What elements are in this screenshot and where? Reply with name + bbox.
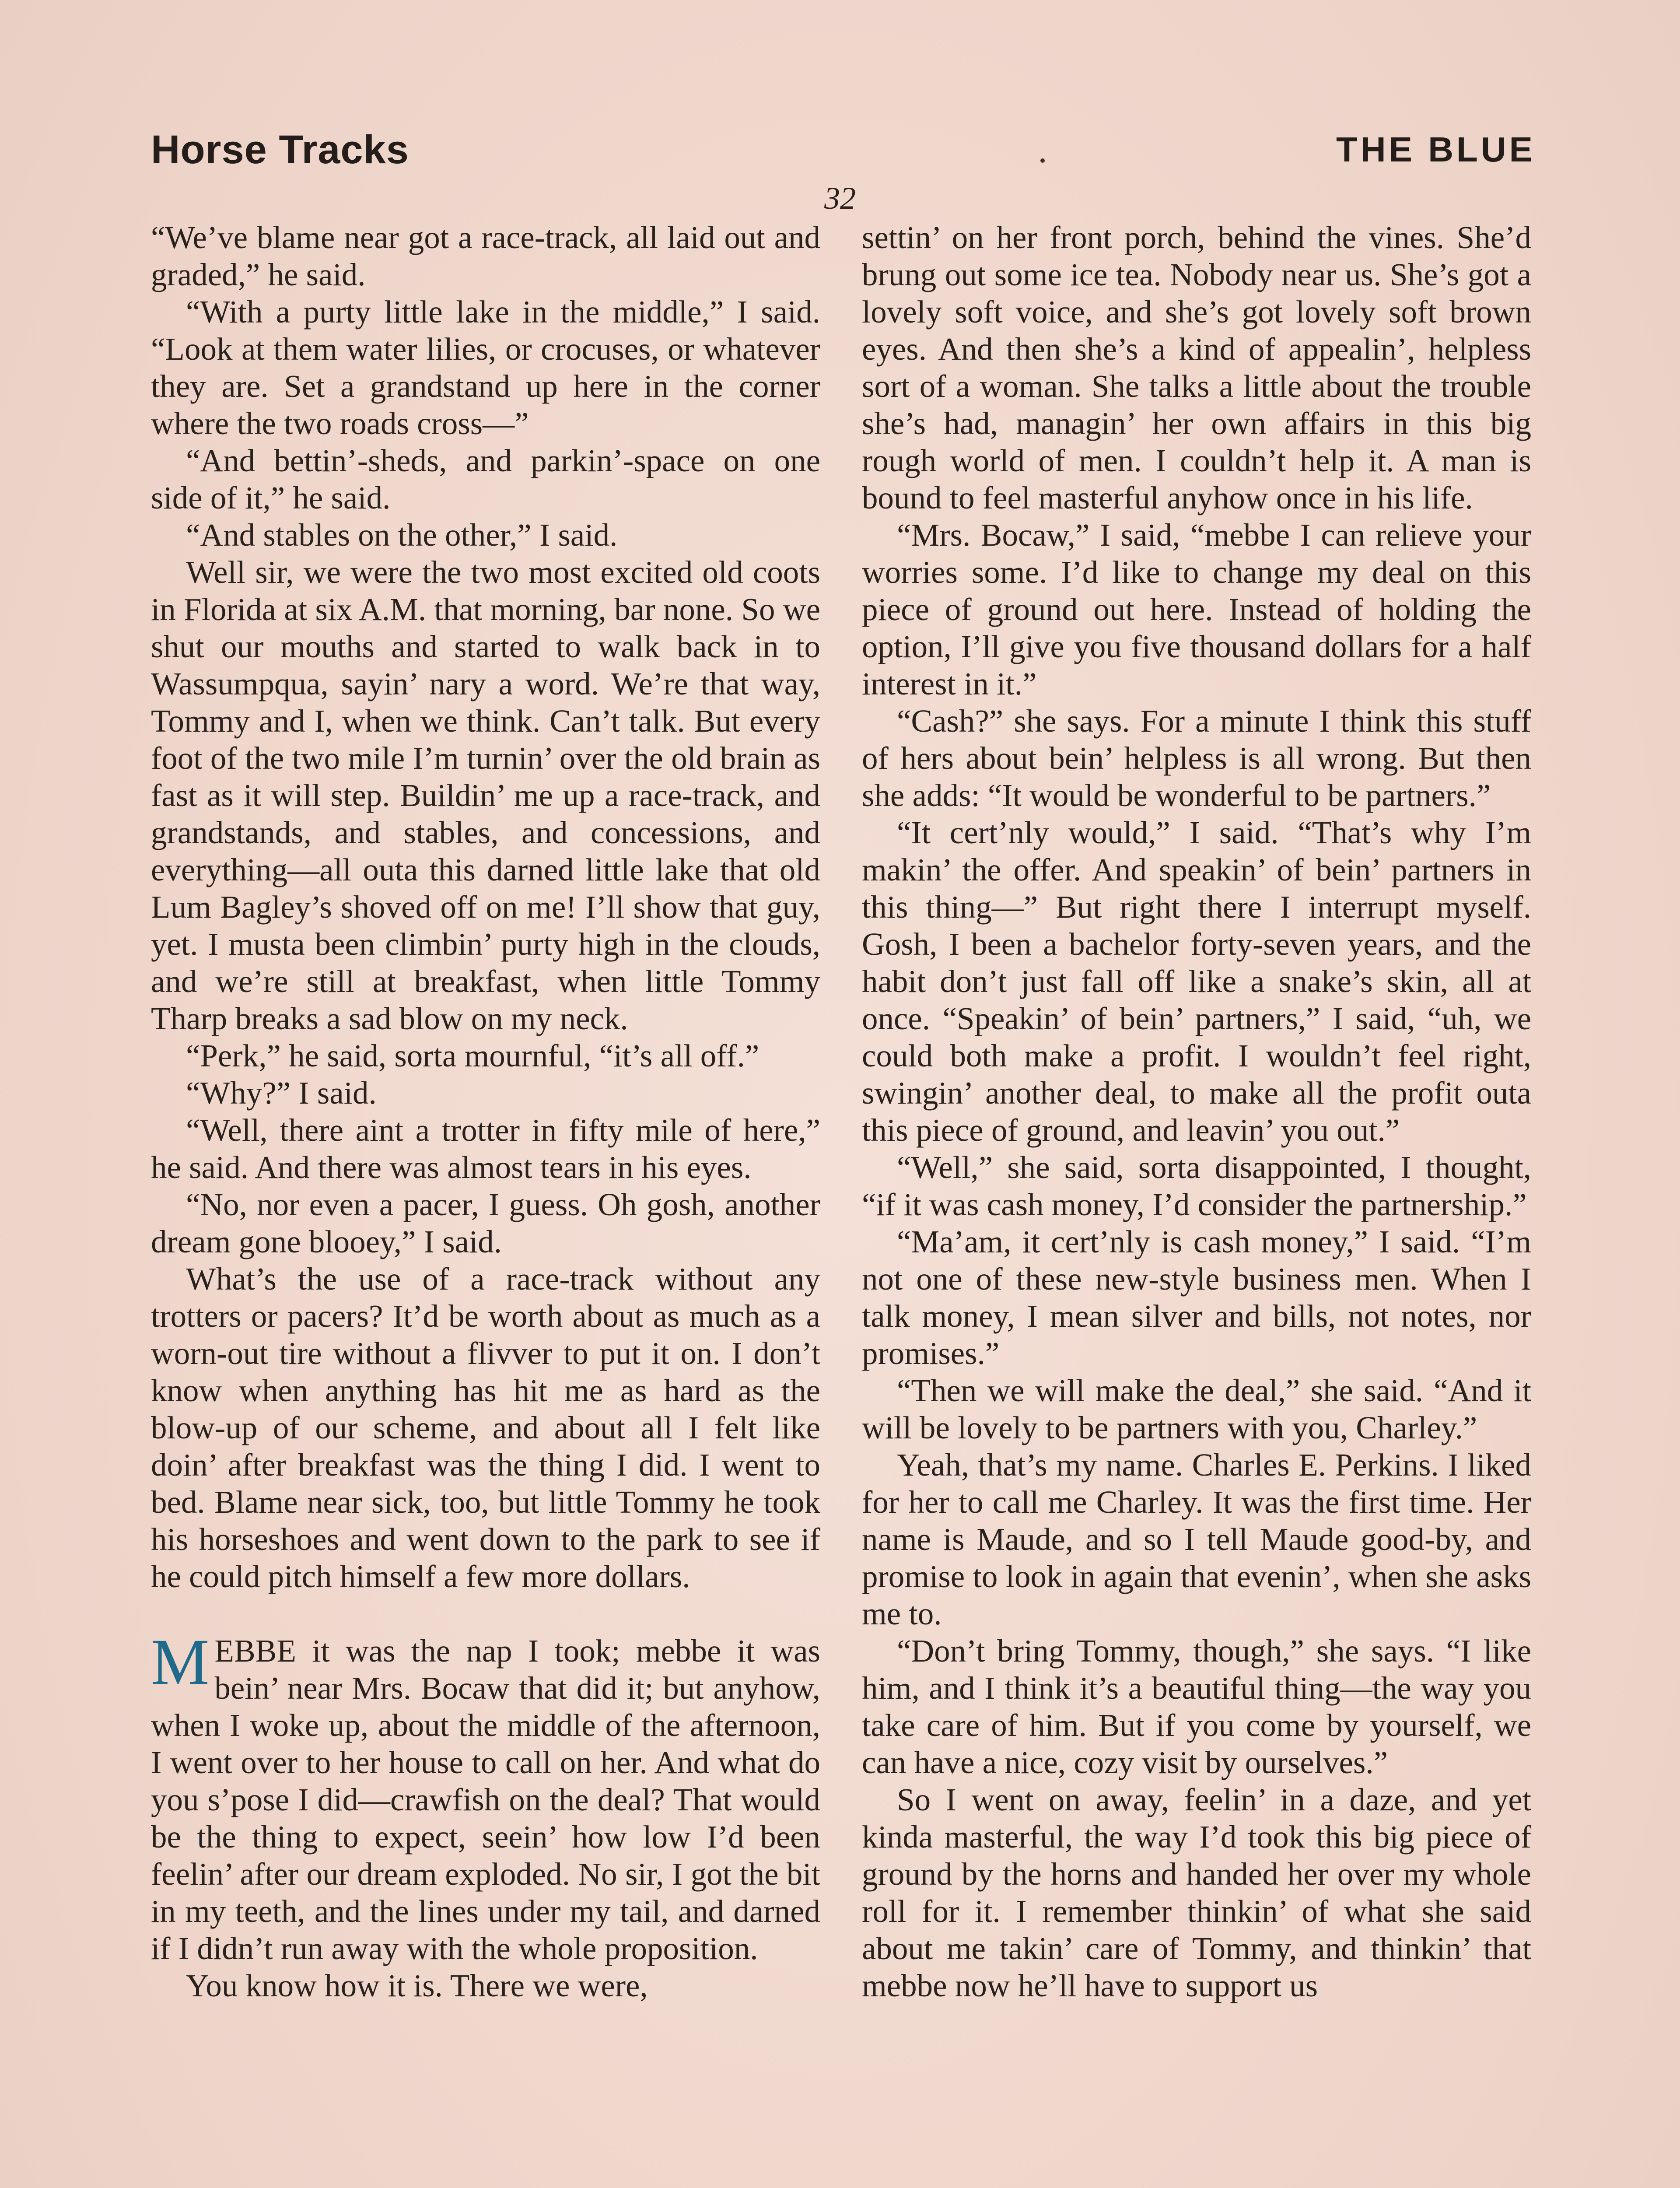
paragraph: “With a purty little lake in the middle,” I said. “Look at them water lilies, or crocuses, or whatever they are. Set a grandstand up here in the corner where the two roads cross—” [151, 294, 820, 441]
paragraph: “Don’t bring Tommy, though,” she says. “I like him, and I think it’s a beautiful thing—the way you take care of him. But if you come by yourself, we can have a nice, cozy visit by ourselves.” [862, 1633, 1531, 1780]
paragraph: “No, nor even a pacer, I guess. Oh gosh, another dream gone blooey,” I said. [151, 1187, 820, 1259]
paragraph: “Then we will make the deal,” she said. “And it will be lovely to be partners with you, Charley.” [862, 1373, 1531, 1445]
magazine-title: THE BLUE [1336, 130, 1536, 169]
paragraph: “Ma’am, it cert’nly is cash money,” I said. “I’m not one of these new-style business men. When I talk money, I mean silver and bills, not notes, nor promises.” [862, 1224, 1531, 1371]
paragraph: “And stables on the other,” I said. [186, 517, 618, 553]
paragraph: “Cash?” she says. For a minute I think this stuff of hers about bein’ helpless is all wrong. But then she adds: “It would be wonderful to be partners.” [862, 703, 1531, 813]
paragraph: settin’ on her front porch, behind the vines. She’d brung out some ice tea. Nobody near us. She’s got a lovely soft voice, and she’s got lovely soft brown eyes. And then she’s a kind of appealin’, helpless sort of a woman. She talks a little about the trouble she’s had, managin’ her own affairs in this big rough world of men. I couldn’t help it. A man is bound to feel masterful anyhow once in his life. [862, 220, 1531, 515]
paragraph: “Mrs. Bocaw,” I said, “mebbe I can relieve your worries some. I’d like to change my deal on this piece of ground out here. Instead of holding the option, I’ll give you five thousand dollars for a half interest in it.” [862, 517, 1531, 701]
dropcap-text: EBBE it was the nap I took; mebbe it was bein’ near Mrs. Bocaw that did it; but anyhow, when I woke up, about the middle of the afternoon, I went over to her house to call on her. And what do you s’pose I did—crawfish on the deal? That would be the thing to expect, seein’ how low I’d been feelin’ after our dream exploded. No sir, I got the bit in my teeth, and the lines under my tail, and darned if I didn’t run away with the whole proposition. [151, 1633, 820, 1966]
paragraph: “Well,” she said, sorta disappointed, I thought, “if it was cash money, I’d consider the partnership.” [862, 1150, 1531, 1222]
paragraph: “Perk,” he said, sorta mournful, “it’s all off.” [186, 1038, 760, 1073]
paragraph: “Why?” I said. [186, 1075, 377, 1111]
paragraph: So I went on away, feelin’ in a daze, and yet kinda masterful, the way I’d took this big piece of ground by the horns and handed her over my whole roll for it. I remember thinkin’ of what she said about me takin’ care of Tommy, and thinkin’ that mebbe now he’ll have to support us [862, 1782, 1531, 2003]
paragraph: “We’ve blame near got a race-track, all laid out and graded,” he said. [151, 220, 820, 292]
left-column [151, 219, 820, 2188]
paragraph: “And bettin’-sheds, and parkin’-space on one side of it,” he said. [151, 443, 820, 515]
dropcap-letter: M [151, 1626, 210, 1698]
paragraph: You know how it is. There we were, [186, 1968, 648, 2003]
page-number: 32 [824, 181, 856, 216]
story-title: Horse Tracks [151, 127, 409, 172]
dropcap-paragraph [151, 1626, 820, 1967]
paragraph: “Well, there aint a trotter in fifty mile of here,” he said. And there was almost tears in his eyes. [151, 1112, 820, 1185]
right-column [862, 219, 1531, 2188]
header-dot [1040, 158, 1045, 163]
paragraph: “It cert’nly would,” I said. “That’s why I’m makin’ the offer. And speakin’ of bein’ partners in this thing—” But right there I interrupt myself. Gosh, I been a bachelor forty-seven years, and the habit don’t just fall off like a snake’s skin, all at once. “Speakin’ of bein’ partners,” I said, “uh, we could both make a profit. I wouldn’t feel right, swingin’ another deal, to make all the profit outa this piece of ground, and leavin’ you out.” [862, 815, 1531, 1148]
paragraph: Yeah, that’s my name. Charles E. Perkins. I liked for her to call me Charley. It was the first time. Her name is Maude, and so I tell Maude good-by, and promise to look in again that evenin’, when she asks me to. [862, 1447, 1531, 1631]
paragraph: What’s the use of a race-track without any trotters or pacers? It’d be worth about as much as a worn-out tire without a flivver to put it on. I don’t know when anything has hit me as hard as the blow-up of our scheme, and about all I felt like doin’ after breakfast was the thing I did. I went to bed. Blame near sick, too, but little Tommy he took his horseshoes and went down to the park to see if he could pitch himself a few more dollars. [151, 1261, 820, 1594]
paragraph: Well sir, we were the two most excited old coots in Florida at six A.M. that morning, bar none. So we shut our mouths and started to walk back in to Wassumpqua, sayin’ nary a word. We’re that way, Tommy and I, when we think. Can’t talk. But every foot of the two mile I’m turnin’ over the old brain as fast as it will step. Buildin’ me up a race-track, and grandstands, and stables, and concessions, and everything—all outa this darned little lake that old Lum Bagley’s shoved off on me! I’ll show that guy, yet. I musta been climbin’ purty high in the clouds, and we’re still at breakfast, when little Tommy Tharp breaks a sad blow on my neck. [151, 554, 820, 1036]
